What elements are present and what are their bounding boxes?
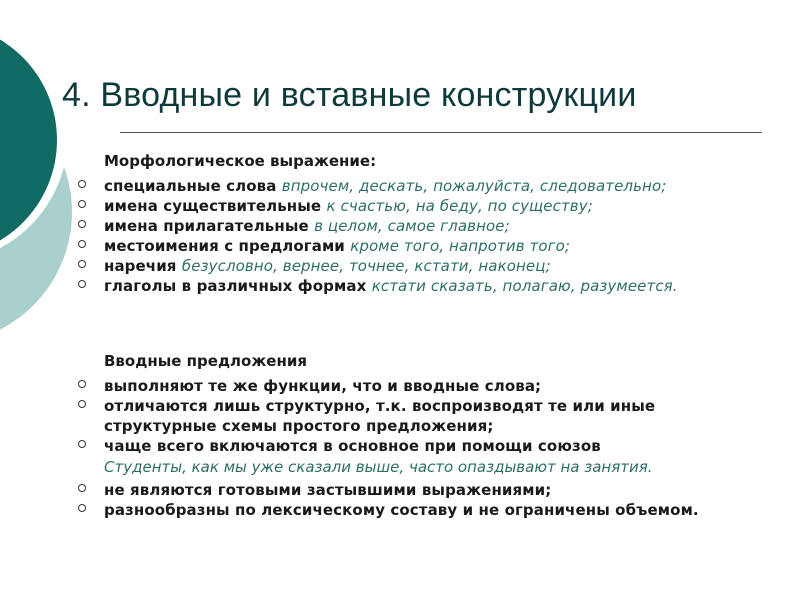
section1-list (78, 176, 788, 296)
bullet-icon (78, 240, 86, 248)
section1-heading: Морфологическое выражение: (104, 152, 377, 170)
bullet-icon (78, 280, 86, 288)
item-text: выполняют те же функции, что и вводные слова; (104, 377, 542, 395)
item-text: не являются готовыми застывшими выражениями; (104, 481, 552, 499)
item-text: местоимения с предлогами (104, 237, 351, 255)
list-item (78, 256, 788, 276)
bullet-icon (78, 260, 86, 268)
title-divider (120, 132, 762, 133)
bullet-icon (78, 400, 86, 408)
bullet-icon (78, 180, 86, 188)
list-item (78, 480, 788, 500)
item-text: разнообразны по лексическому составу и не ограничены объемом. (104, 501, 699, 519)
section2-list-b (78, 480, 788, 520)
section2-heading: Вводные предложения (104, 352, 307, 370)
bullet-icon (78, 200, 86, 208)
list-item (78, 396, 724, 436)
bullet-icon (78, 220, 86, 228)
bullet-icon (78, 380, 86, 388)
example-sentence: Студенты, как мы уже сказали выше, часто опаздывают на занятия. (104, 458, 653, 476)
list-item (78, 376, 788, 396)
item-text: имена прилагательные (104, 217, 315, 235)
list-item (78, 436, 788, 456)
item-example: безусловно, вернее, точнее, кстати, наконец; (181, 257, 551, 275)
item-text: чаще всего включаются в основное при помощи союзов (104, 437, 601, 455)
list-item (78, 196, 788, 216)
item-text: отличаются лишь структурно, т.к. воспроизводят те или иные структурные схемы простого предложения; (104, 397, 656, 435)
list-item (78, 216, 788, 236)
list-item (78, 500, 788, 520)
slide-title: 4. Вводные и вставные конструкции (62, 76, 637, 114)
bullet-icon (78, 504, 86, 512)
item-example: кстати сказать, полагаю, разумеется. (371, 277, 678, 295)
item-example: в целом, самое главное; (314, 217, 510, 235)
item-text: глаголы в различных формах (104, 277, 372, 295)
bullet-icon (78, 484, 86, 492)
list-item (78, 176, 788, 196)
item-example: кроме того, напротив того; (350, 237, 571, 255)
bullet-icon (78, 440, 86, 448)
list-item (78, 276, 788, 296)
item-text: наречия (104, 257, 182, 275)
section2-list-a (78, 376, 788, 456)
item-example: впрочем, дескать, пожалуйста, следовательно; (281, 177, 667, 195)
item-text: имена существительные (104, 197, 327, 215)
item-example: к счастью, на беду, по существу; (326, 197, 593, 215)
item-text: специальные слова (104, 177, 282, 195)
list-item (78, 236, 788, 256)
